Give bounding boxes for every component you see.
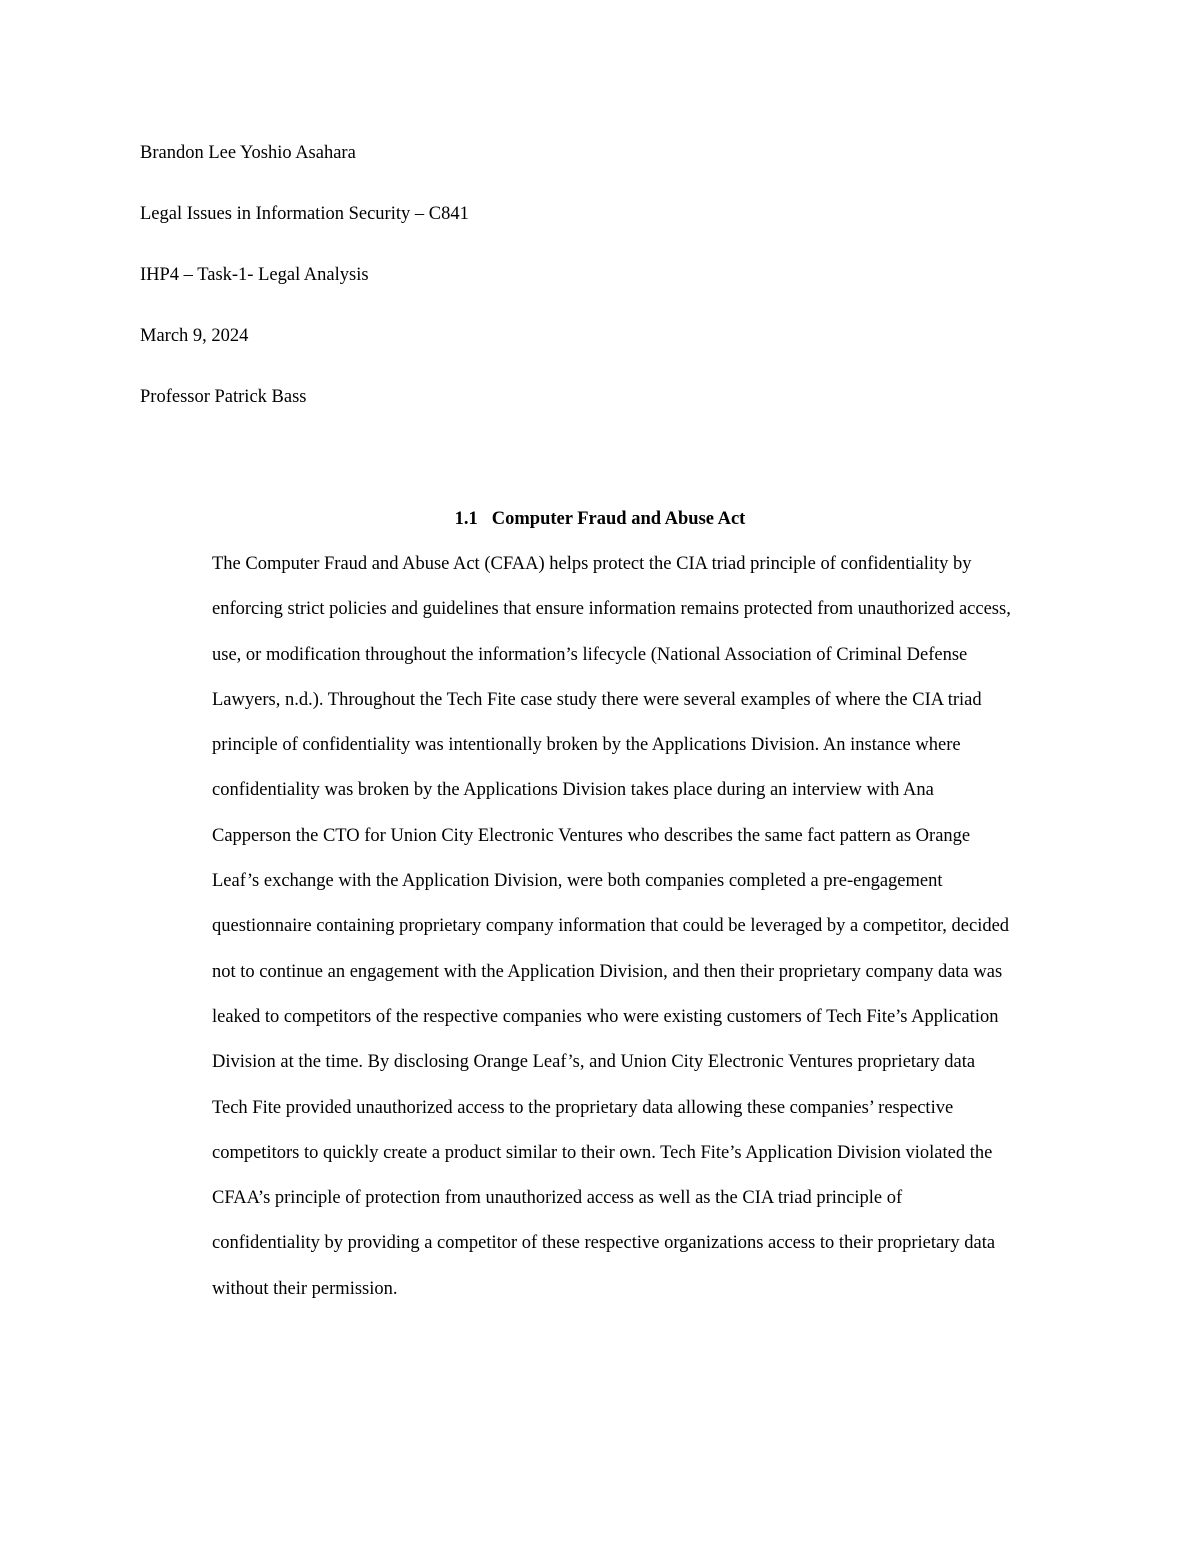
paragraph-line: without their permission. bbox=[212, 1278, 398, 1299]
assignment-name: IHP4 – Task-1- Legal Analysis bbox=[140, 265, 369, 285]
paragraph-line: Capperson the CTO for Union City Electronic Ventures who describes the same fact pattern as Orange bbox=[212, 825, 971, 846]
section-heading bbox=[140, 506, 1060, 532]
author-name: Brandon Lee Yoshio Asahara bbox=[140, 143, 356, 163]
submission-date: March 9, 2024 bbox=[140, 326, 249, 346]
paragraph-line: principle of confidentiality was intentionally broken by the Applications Division. An instance where bbox=[212, 735, 961, 756]
section-title: Computer Fraud and Abuse Act bbox=[491, 509, 746, 529]
paragraph-line: confidentiality by providing a competitor of these respective organizations access to their proprietary data bbox=[212, 1233, 996, 1254]
paragraph-line: Tech Fite provided unauthorized access to the proprietary data allowing these companies’ respective bbox=[212, 1097, 954, 1118]
section-number: 1.1 bbox=[454, 509, 478, 529]
professor-name: Professor Patrick Bass bbox=[140, 387, 307, 407]
paragraph-line: use, or modification throughout the information’s lifecycle (National Association of Criminal Defense bbox=[212, 644, 968, 665]
paragraph-line: competitors to quickly create a product similar to their own. Tech Fite’s Application Division violated the bbox=[212, 1142, 993, 1163]
paragraph-line: Leaf’s exchange with the Application Division, were both companies completed a pre-engagement bbox=[212, 871, 943, 892]
paragraph-line: Division at the time. By disclosing Orange Leaf’s, and Union City Electronic Ventures proprietary data bbox=[212, 1052, 976, 1073]
paragraph-line: confidentiality was broken by the Applications Division takes place during an interview with Ana bbox=[212, 780, 934, 801]
paragraph-line: Lawyers, n.d.). Throughout the Tech Fite case study there were several examples of where the CIA triad bbox=[212, 689, 982, 710]
body-paragraph bbox=[212, 551, 1072, 1321]
paragraph-line: not to continue an engagement with the Application Division, and then their proprietary company data was bbox=[212, 961, 1003, 982]
title-block bbox=[140, 140, 1040, 445]
course-name: Legal Issues in Information Security – C841 bbox=[140, 204, 469, 224]
paragraph-line: enforcing strict policies and guidelines that ensure information remains protected from unauthorized access, bbox=[212, 599, 1011, 620]
paragraph-line: CFAA’s principle of protection from unauthorized access as well as the CIA triad principle of bbox=[212, 1188, 903, 1209]
paragraph-line: leaked to competitors of the respective companies who were existing customers of Tech Fite’s Application bbox=[212, 1006, 999, 1027]
paragraph-line: questionnaire containing proprietary company information that could be leveraged by a competitor, decided bbox=[212, 916, 1010, 937]
paragraph-line: The Computer Fraud and Abuse Act (CFAA) helps protect the CIA triad principle of confidentiality by bbox=[212, 554, 972, 574]
